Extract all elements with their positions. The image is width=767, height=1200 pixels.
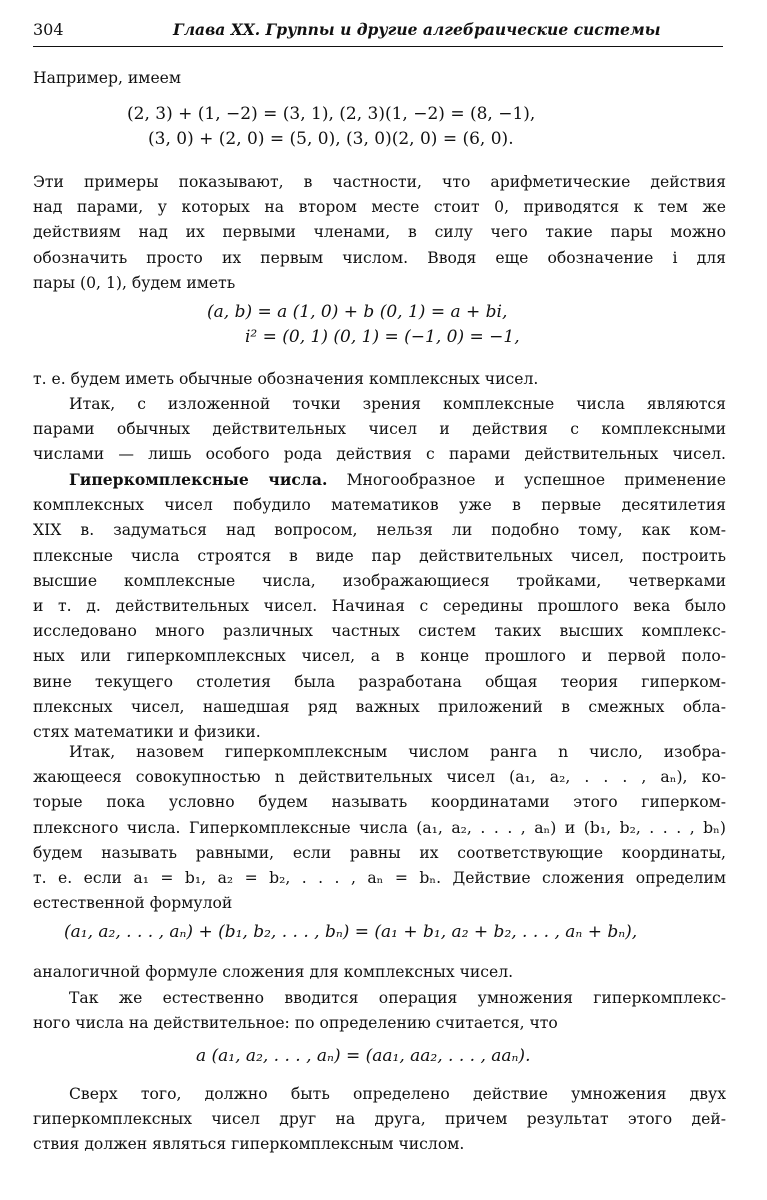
paragraph-hypercomplex: Гиперкомплексные числа. Многообразное и успешное применение комплексных чисел побудило математиков уже в первые десятилетия XIX в. задуматься над вопросом, нельзя ли подобно тому, как ком- плексные числа строятся в виде пар действительных чисел, построить высшие комплексные числа, изображающиеся тройками, четверками и т. д. действительных чисел. Начиная с середины прошлого века было исследовано много различных частных систем таких высших комплекс- ных или гиперкомплексных чисел, а в конце прошлого и первой поло- вине текущего столетия была разработана общая теория гиперком- плексных чисел, нашедшая ряд важных приложений в смежных обла- стях математики и физики.: [33, 470, 726, 742]
formula-scalar-multiplication: a (a₁, a₂, . . . , aₙ) = (aa₁, aa₂, . . . , aaₙ).: [196, 1046, 531, 1066]
paragraph-summary: Итак, с изложенной точки зрения комплексные числа являются парами обычных действительных чисел и действия с комплексными числами — лишь особого рода действия с парами действительных чисел.: [33, 395, 726, 464]
page-number: 304: [33, 20, 64, 39]
paragraph-scalar: Так же естественно вводится операция умножения гиперкомплекс- ного числа на действительное: по определению считается, что: [33, 989, 726, 1033]
formula-complex-line-1: (a, b) = a (1, 0) + b (0, 1) = a + bi,: [207, 302, 508, 322]
paragraph-analogy: аналогичной формуле сложения для комплексных чисел.: [33, 963, 514, 981]
paragraph-notation: т. е. будем иметь обычные обозначения комплексных чисел.: [33, 370, 539, 388]
formula-pairs-line-1: (2, 3) + (1, −2) = (3, 1), (2, 3)(1, −2) = (8, −1),: [127, 104, 536, 124]
paragraph-definition: Итак, назовем гиперкомплексным числом ранга n число, изобра- жающееся совокупностью n действительных чисел (a₁, a₂, . . . , aₙ), ко- торые пока условно будем называть координатами этого гиперком- плексного числа. Гиперкомплексные числа (a₁, a₂, . . . , aₙ) и (b₁, b₂, . . . , bₙ) будем называть равными, если равны их соответствующие координаты, т. е. если a₁ = b₁, a₂ = b₂, . . . , aₙ = bₙ. Действие сложения определим естественной формулой: [33, 743, 726, 913]
paragraph-product: Сверх того, должно быть определено действие умножения двух гиперкомплексных чисел друг на друга, причем результат этого дей- ствия должен являться гиперкомплексным числом.: [33, 1085, 726, 1154]
paragraph-intro: Например, имеем: [33, 69, 182, 87]
formula-pairs-line-2: (3, 0) + (2, 0) = (5, 0), (3, 0)(2, 0) = (6, 0).: [148, 129, 514, 149]
paragraph-examples: Эти примеры показывают, в частности, что арифметические действия над парами, у которых на втором месте стоит 0, приводятся к тем же действиям над их первыми членами, в силу чего такие пары можно обозначить просто их первым числом. Вводя еще обозначение i для пары (0, 1), будем иметь: [33, 173, 726, 292]
page-header: [33, 16, 723, 47]
formula-complex-line-2: i² = (0, 1) (0, 1) = (−1, 0) = −1,: [245, 327, 520, 347]
section-heading: Гиперкомплексные числа.: [69, 470, 328, 489]
formula-addition: (a₁, a₂, . . . , aₙ) + (b₁, b₂, . . . , bₙ) = (a₁ + b₁, a₂ + b₂, . . . , aₙ + bₙ),: [64, 922, 638, 942]
running-title: Глава XX. Группы и другие алгебраические системы: [173, 20, 661, 39]
